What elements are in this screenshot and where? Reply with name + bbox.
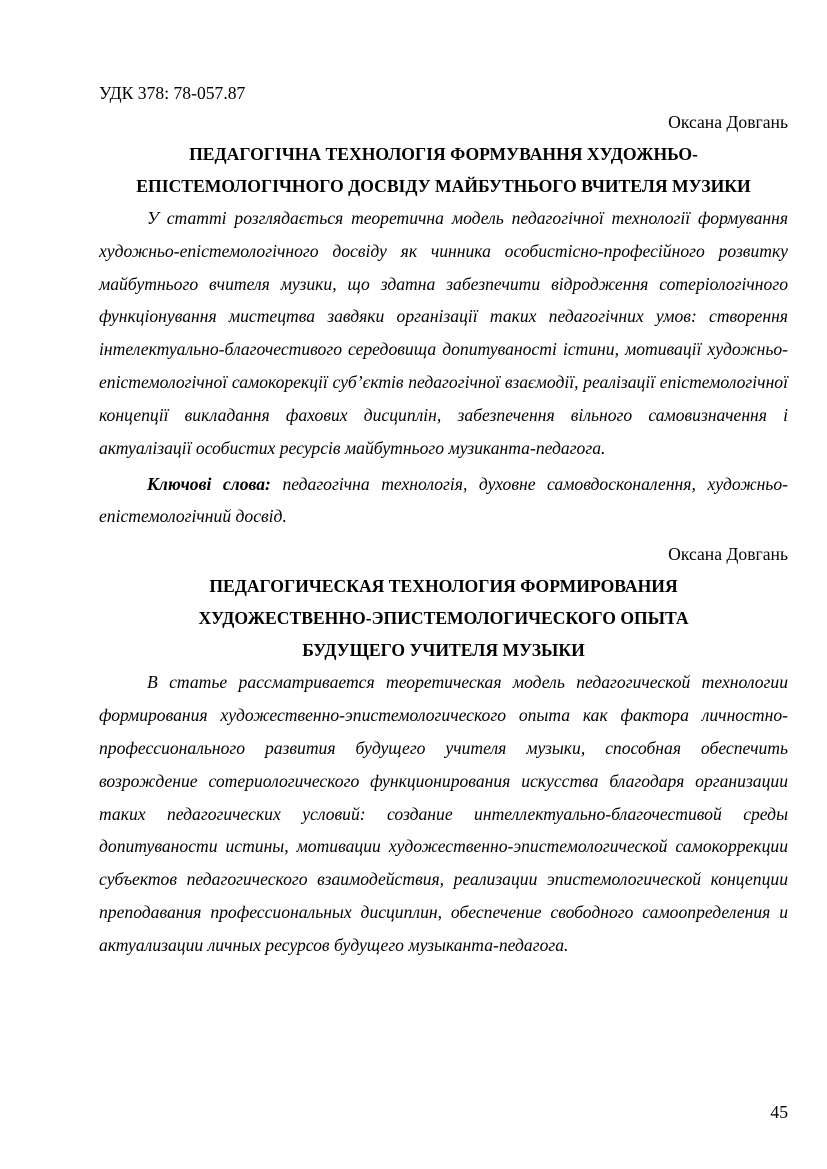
udk-code: УДК 378: 78-057.87 <box>99 83 246 103</box>
page-number: 45 <box>770 1102 788 1122</box>
author-name-ukrainian: Оксана Довгань <box>668 112 788 132</box>
abstract-ukrainian: У статті розглядається теоретична модель педагогічної технології формування художньо-епістемологічного досвіду як чинника особистісно-професійного розвитку майбутнього вчителя музики, що здатна забезпечити відродження сотеріологічного функціонування мистецтва завдяки організації таких педагогічних умов: створення інтелектуально-благочестивого середовища допитуваності істини, мотивації художньо-епістемологічної самокорекції суб’єктів педагогічної взаємодії, реалізації епістемологічної концепції викладання фахових дисциплін, забезпечення вільного самовизначення і актуалізації особистих ресурсів майбутнього музиканта-педагога. <box>99 208 788 458</box>
title-line: ПЕДАГОГИЧЕСКАЯ ТЕХНОЛОГИЯ ФОРМИРОВАНИЯ <box>209 576 678 597</box>
author-name-russian: Оксана Довгань <box>668 544 788 565</box>
title-line: ЕПІСТЕМОЛОГІЧНОГО ДОСВІДУ МАЙБУТНЬОГО ВЧИТЕЛЯ МУЗИКИ <box>136 176 751 196</box>
article-title-russian <box>99 570 788 666</box>
abstract-russian: В статье рассматривается теоретическая модель педагогической технологии формирования художественно-эпистемологического опыта как фактора личностно-профессионального развития будущего учителя музыки, способная обеспечить возрождение сотериологического функционирования искусства благодаря организации таких педагогических условий: создание интеллектуально-благочестивой среды допитуваности истины, мотивации художественно-эпистемологической самокоррекции субъектов педагогического взаимодействия, реализации эпистемологической концепции преподавания профессиональных дисциплин, обеспечение свободного самоопределения и актуализации личных ресурсов будущего музыканта-педагога. <box>99 672 788 955</box>
title-line: ПЕДАГОГІЧНА ТЕХНОЛОГІЯ ФОРМУВАННЯ ХУДОЖНЬО- <box>189 144 698 164</box>
keywords-text: педагогічна технологія, духовне самовдосконалення, художньо-епістемологічний досвід. <box>99 474 788 527</box>
article-title-ukrainian <box>99 138 788 202</box>
keywords-ukrainian <box>99 468 788 532</box>
title-line: ХУДОЖЕСТВЕННО-ЭПИСТЕМОЛОГИЧЕСКОГО ОПЫТА <box>198 608 689 629</box>
title-line: БУДУЩЕГО УЧИТЕЛЯ МУЗЫКИ <box>302 640 585 661</box>
document-page <box>99 80 788 962</box>
keywords-label: Ключові слова: <box>147 474 271 495</box>
